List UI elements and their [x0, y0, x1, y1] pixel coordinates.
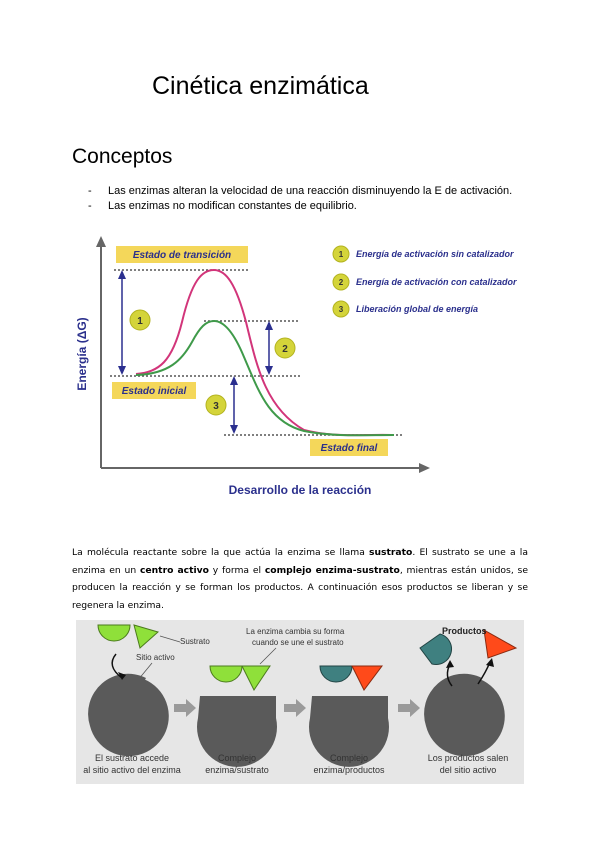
caption-2-line-1: Complejo [217, 753, 257, 763]
svg-text:3: 3 [338, 305, 344, 314]
svg-text:2: 2 [282, 344, 288, 355]
svg-text:3: 3 [213, 401, 219, 412]
legend-label: Liberación global de energía [356, 304, 479, 314]
y-axis-label: Energía (ΔG) [75, 317, 89, 391]
active-site-label: Sitio activo [136, 653, 175, 662]
energy-diagram [64, 232, 534, 507]
page-title: Cinética enzimática [152, 72, 369, 100]
caption-2-line-2: enzima/sustrato [205, 765, 269, 775]
caption-3-line-1: Complejo [329, 753, 369, 763]
substrate-label: Sustrato [180, 637, 210, 646]
legend [333, 246, 517, 317]
concept-list [88, 184, 512, 214]
axes [96, 236, 430, 473]
svg-text:1: 1 [137, 316, 143, 327]
enzyme-mechanism-diagram [76, 620, 524, 784]
list-item [88, 184, 512, 199]
marker-3 [206, 395, 226, 415]
legend-item-3 [333, 301, 478, 317]
svg-text:1: 1 [338, 250, 344, 259]
legend-label: Energía de activación con catalizador [356, 277, 517, 287]
caption-3-line-2: enzima/productos [313, 765, 385, 775]
caption-1-line-2: al sitio activo del enzima [83, 765, 181, 775]
bold-term: complejo enzima-sustrato [264, 564, 400, 576]
caption-4-line-2: del sitio activo [439, 765, 497, 775]
caption-1-line-1: El sustrato accede [94, 753, 170, 763]
legend-label: Energía de activación sin catalizador [356, 249, 514, 259]
section-heading: Conceptos [72, 145, 173, 168]
caption-4-line-1: Los productos salen [427, 753, 509, 763]
uncatalyzed-curve [136, 270, 394, 435]
list-item [88, 199, 512, 214]
initial-state-label: Estado inicial [121, 386, 187, 397]
final-state-label: Estado final [320, 443, 378, 454]
catalyzed-curve [136, 321, 394, 435]
transition-state-label: Estado de transición [132, 250, 232, 261]
energy-arrows [118, 270, 273, 434]
marker-2 [275, 338, 295, 358]
legend-item-2 [333, 274, 517, 290]
body-paragraph [72, 544, 528, 614]
shape-change-label-2: cuando se une el sustrato [252, 638, 344, 647]
bullet-text: Las enzimas no modifican constantes de equilibrio. [108, 200, 357, 212]
svg-text:2: 2 [338, 278, 344, 287]
x-axis-label: Desarrollo de la reacción [228, 483, 372, 497]
products-label: Productos [442, 626, 487, 636]
shape-change-label-1: La enzima cambia su forma [246, 627, 345, 636]
bullet-dash: - [88, 200, 92, 212]
text-run: La molécula reactante sobre la que actúa la enzima se llama [72, 547, 370, 558]
text-run: . El sustrato se une a la enzima en un [72, 547, 528, 576]
legend-item-1 [333, 246, 514, 262]
text-run: , mientras están unidos, se producen la reacción y se forman los productos. A continuación esos productos se liberan y se regenera la enzima. [72, 564, 528, 611]
marker-1 [130, 310, 150, 330]
bullet-dash: - [88, 185, 92, 197]
text-run: y forma el [208, 564, 265, 576]
bold-term: centro activo [139, 564, 209, 576]
level-lines [110, 270, 404, 435]
bold-term: sustrato [369, 547, 413, 558]
bullet-text: Las enzimas alteran la velocidad de una reacción disminuyendo la E de activación. [108, 185, 513, 197]
